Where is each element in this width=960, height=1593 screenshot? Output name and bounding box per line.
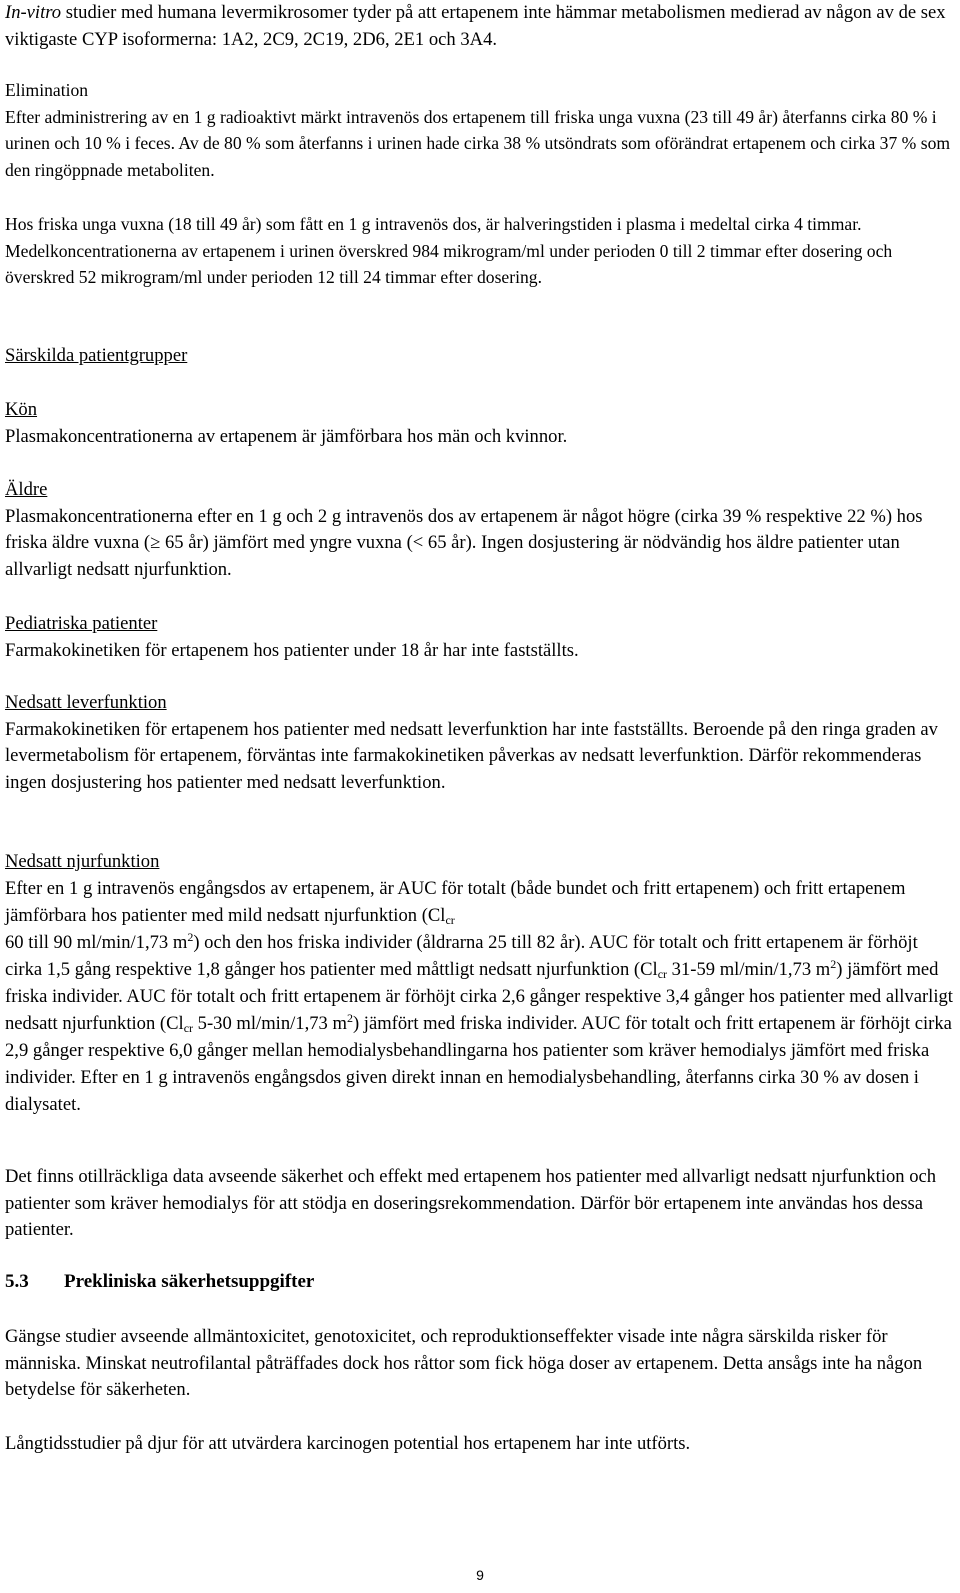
half-life-text: Hos friska unga vuxna (18 till 49 år) som fått en 1 g intravenös dos, är halveringstiden i plasma i medeltal cirka 4 timmar. Medelkoncentrationerna av ertapenem i urinen överskred 984 mikrogram/ml under perioden 0 till 2 timmar efter dosering och överskred 52 mikrogram/ml under perioden 12 till 24 timmar efter dosering. <box>5 214 893 287</box>
squared-superscript: 2 <box>830 957 837 971</box>
insufficient-data-text: Det finns otillräckliga data avseende säkerhet och effekt med ertapenem hos patienter med allvarligt nedsatt njurfunktion och patienter som kräver hemodialys för att stödja en doseringsrekommendation. Därför bör ertapenem inte användas hos dessa patienter. <box>5 1166 937 1240</box>
greater-equal-symbol: ≥ <box>150 532 161 553</box>
section-pediatric <box>5 611 955 664</box>
renal-text-2: 60 till 90 ml/min/1,73 m <box>5 932 188 953</box>
renal-text-5: ) jämfört med friska individer. AUC för totalt och fritt ertapenem är förhöjt cirka 2,6 gånger respektive 3,4 gånger hos patienter med allvarligt nedsatt njurfunktion (Cl <box>5 959 953 1034</box>
italic-term: In-vitro <box>5 2 62 23</box>
renal-text-3: ) och den hos friska individer (åldrarna 25 till 82 år). AUC för totalt och fritt ertapenem är förhöjt cirka 1,5 gång respektive 1,8 gånger hos patienter med måttligt nedsatt njurfunktion (Cl <box>5 932 918 980</box>
paragraph-text: studier med humana levermikrosomer tyder på att ertapenem inte hämmar metabolismen medierad av någon av de sex viktigaste CYP isoformerna: 1A2, 2C9, 2C19, 2D6, 2E1 och 3A4. <box>5 2 946 50</box>
squared-superscript: 2 <box>187 930 194 944</box>
pediatric-text: Farmakokinetiken för ertapenem hos patienter under 18 år har inte fastställts. <box>5 639 579 661</box>
section-elimination <box>5 77 955 183</box>
pediatric-heading: Pediatriska patienter <box>5 613 158 634</box>
elderly-text-b: 65 år) jämfört med yngre vuxna (< 65 år). Ingen dosjustering är nödvändig hos äldre patienter utan allvarligt nedsatt njurfunktion. <box>5 532 900 580</box>
paragraph-cyp-metabolism <box>5 0 955 53</box>
section-number: 5.3 <box>5 1271 29 1292</box>
cr-subscript: cr <box>445 913 455 927</box>
special-groups-heading <box>5 343 955 370</box>
paragraph-long-term-studies <box>5 1431 955 1458</box>
renal-text-4: 31-59 ml/min/1,73 m <box>667 959 831 980</box>
elderly-heading: Äldre <box>5 479 48 500</box>
hepatic-heading: Nedsatt leverfunktion <box>5 692 167 713</box>
renal-text-7: ) jämfört med friska individer. AUC för totalt och fritt ertapenem är förhöjt cirka 2,9 gånger respektive 6,0 gånger mellan hemodialysbehandlingarna hos patienter som kräver hemodialys jämfört med friska individer. Efter en 1 g intravenös engångsdos given direkt innan en hemodialysbehandling, återfanns cirka 30 % av dosen i dialysatet. <box>5 1013 952 1115</box>
elimination-heading: Elimination <box>5 80 89 100</box>
paragraph-half-life <box>5 211 955 291</box>
renal-heading: Nedsatt njurfunktion <box>5 851 160 872</box>
section-gender <box>5 397 955 450</box>
cr-subscript: cr <box>183 1021 194 1035</box>
gender-text: Plasmakoncentrationerna av ertapenem är jämförbara hos män och kvinnor. <box>5 425 568 447</box>
section-title: Prekliniska säkerhetsuppgifter <box>64 1271 315 1292</box>
paragraph-insufficient-data <box>5 1164 955 1244</box>
elderly-text-a: Plasmakoncentrationerna efter en 1 g och 2 g intravenös dos av ertapenem är något högre (cirka 39 % respektive 22 %) hos friska äldre vuxna ( <box>5 505 923 553</box>
section-renal <box>5 848 955 1118</box>
elimination-text: Efter administrering av en 1 g radioaktivt märkt intravenös dos ertapenem till friska unga vuxna (23 till 49 år) återfanns cirka 80 % i urinen och 10 % i feces. Av de 80 % som återfanns i urinen hade cirka 38 % utsöndrats som oförändrat ertapenem och cirka 37 % som den ringöppnade metaboliten. <box>5 106 951 180</box>
section-hepatic <box>5 690 955 796</box>
long-term-text: Långtidsstudier på djur för att utvärdera karcinogen potential hos ertapenem har inte utförts. <box>5 1433 691 1454</box>
page-number: 9 <box>476 1567 484 1583</box>
section-5-3-heading <box>5 1269 314 1295</box>
hepatic-text: Farmakokinetiken för ertapenem hos patienter med nedsatt leverfunktion har inte fastställts. Beroende på den ringa graden av levermetabolism för ertapenem, förväntas inte farmakokinetiken påverkas av nedsatt leverfunktion. Därför rekommenderas ingen dosjustering hos patienter med nedsatt leverfunktion. <box>5 718 938 793</box>
renal-text-6: 5-30 ml/min/1,73 m <box>193 1013 347 1034</box>
renal-text-1: Efter en 1 g intravenös engångsdos av ertapenem, är AUC för totalt (både bundet och fritt ertapenem) och fritt ertapenem jämförbara hos patienter med mild nedsatt njurfunktion (Cl <box>5 878 906 926</box>
section-elderly <box>5 477 955 583</box>
special-groups-title: Särskilda patientgrupper <box>5 345 188 366</box>
squared-superscript: 2 <box>346 1011 353 1025</box>
paragraph-preclinical <box>5 1324 955 1404</box>
cr-subscript: cr <box>657 967 668 981</box>
preclinical-text: Gängse studier avseende allmäntoxicitet, genotoxicitet, och reproduktionseffekter visade inte några särskilda risker för människa. Minskat neutrofilantal påträffades dock hos råttor som fick höga doser av ertapenem. Detta ansågs inte ha någon betydelse för säkerheten. <box>5 1326 923 1400</box>
gender-heading: Kön <box>5 399 38 420</box>
